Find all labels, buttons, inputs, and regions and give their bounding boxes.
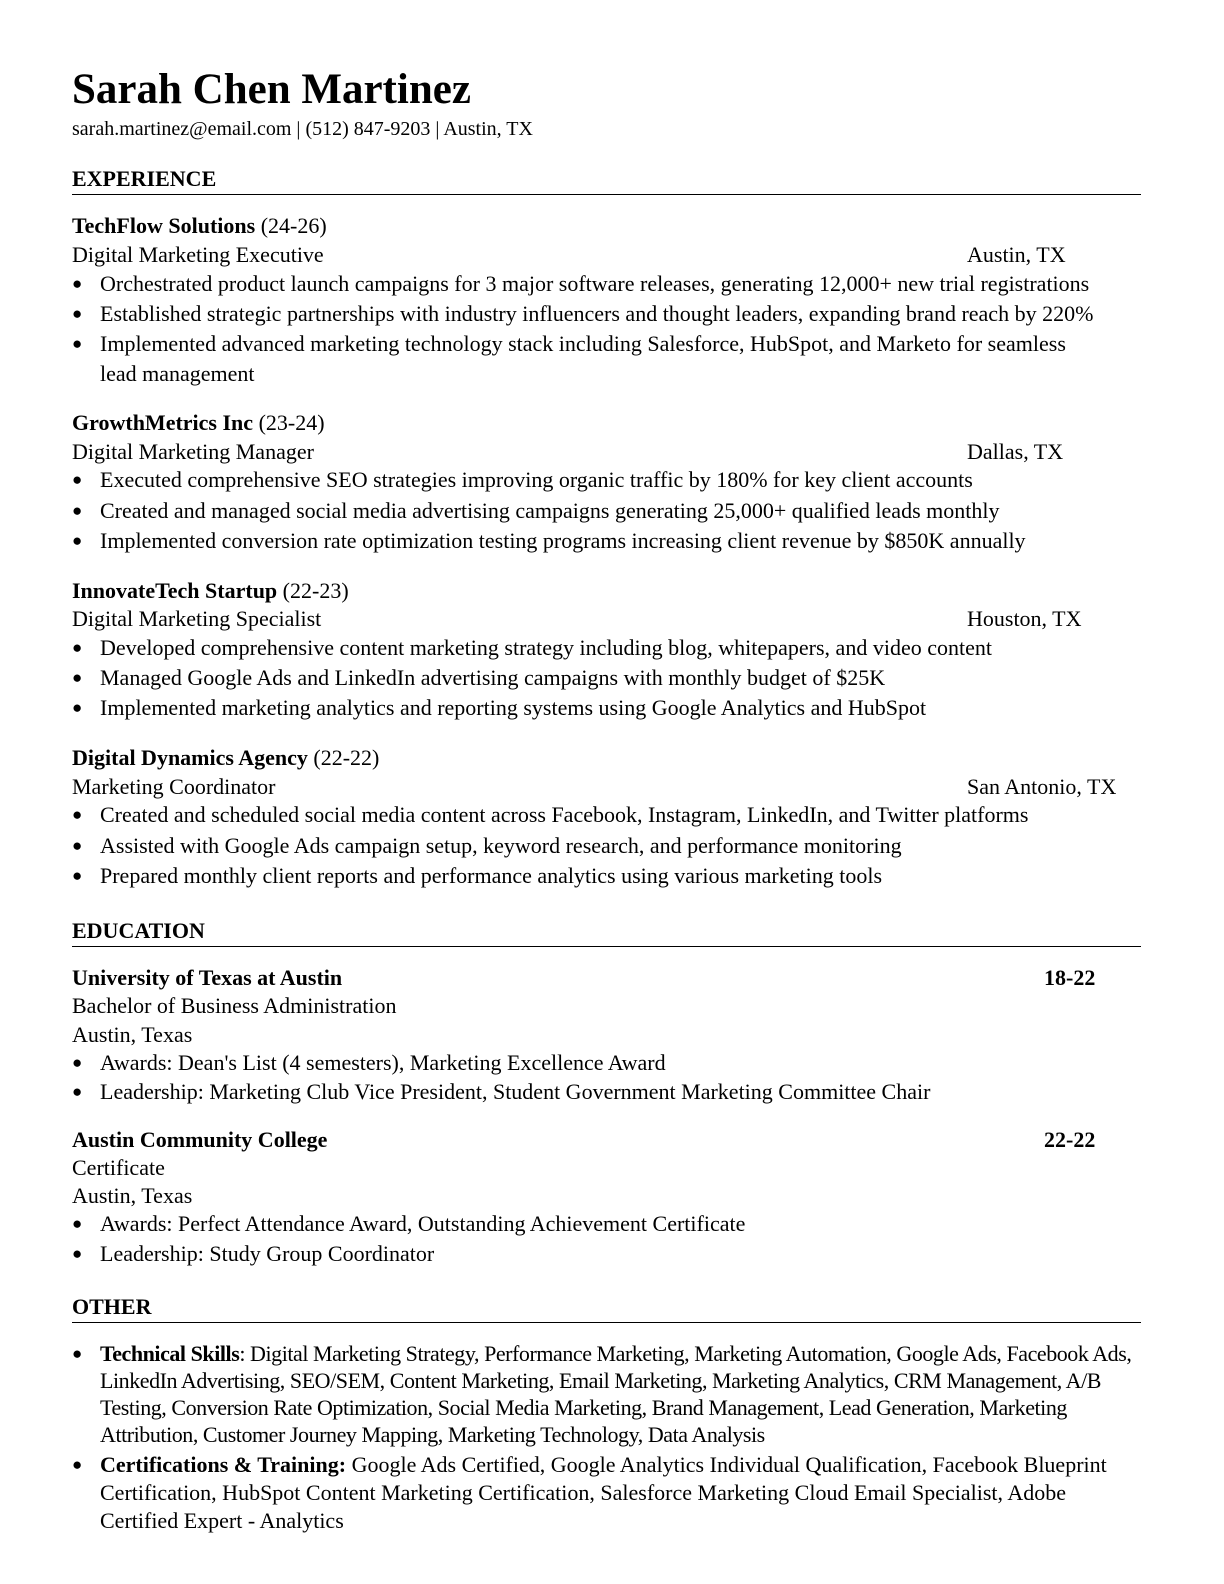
school-dates: 18-22 [1044, 965, 1096, 990]
bullet-icon: ● [72, 1455, 83, 1474]
company-name: GrowthMetrics Inc [72, 410, 254, 435]
list-item: ● Managed Google Ads and LinkedIn advertising campaigns with monthly budget of $25K [72, 665, 886, 690]
bullet-icon: ● [72, 805, 83, 824]
list-item: ● Orchestrated product launch campaigns for 3 major software releases, generating 12,000+ new trial registrations [72, 271, 1090, 296]
bullet-icon: ● [72, 668, 83, 687]
job-header [72, 744, 379, 772]
bullet-icon: ● [72, 836, 83, 855]
other-divider [72, 1322, 1141, 1323]
skills-label: Technical Skills [100, 1341, 240, 1366]
job-header [72, 212, 327, 240]
list-item: ● Created and managed social media advertising campaigns generating 25,000+ qualified leads monthly [72, 498, 1000, 523]
job-location: San Antonio, TX [967, 774, 1117, 799]
education-heading: EDUCATION [72, 918, 205, 943]
certifications-text: Google Ads Certified, Google Analytics Individual Qualification, Facebook Blueprint Certification, HubSpot Content Marketing Certification, Salesforce Marketing Cloud Email Specialist, Adobe Certified Expert - Analytics [100, 1452, 1107, 1533]
school-dates: 22-22 [1044, 1127, 1096, 1152]
job-header [72, 577, 349, 605]
job-role: Digital Marketing Executive [72, 242, 324, 267]
education-divider [72, 946, 1141, 947]
bullet-icon: ● [72, 1214, 83, 1233]
skills-item [72, 1340, 1141, 1448]
job-dates: (24-26) [260, 213, 327, 238]
job-location: Dallas, TX [967, 439, 1064, 464]
experience-heading: EXPERIENCE [72, 166, 217, 191]
list-item: ● Prepared monthly client reports and performance analytics using various marketing tools [72, 863, 882, 888]
school-name: University of Texas at Austin [72, 965, 343, 990]
bullet-icon: ● [72, 470, 83, 489]
job-role: Marketing Coordinator [72, 774, 276, 799]
job-role: Digital Marketing Specialist [72, 606, 322, 631]
list-item: ● Executed comprehensive SEO strategies improving organic traffic by 180% for key client accounts [72, 467, 973, 492]
list-item: ● Established strategic partnerships with industry influencers and thought leaders, expanding brand reach by 220% [72, 301, 1094, 326]
bullet-icon: ● [72, 334, 83, 353]
experience-divider [72, 194, 1141, 195]
contact-line: sarah.martinez@email.com | (512) 847-9203 | Austin, TX [72, 118, 533, 140]
job-dates: (22-22) [313, 745, 380, 770]
degree: Certificate [72, 1155, 165, 1180]
company-name: InnovateTech Startup [72, 578, 278, 603]
list-item: ● Implemented advanced marketing technology stack including Salesforce, HubSpot, and Marketo for seamless [72, 331, 1066, 356]
list-item: ● Developed comprehensive content marketing strategy including blog, whitepapers, and video content [72, 635, 992, 660]
job-location: Houston, TX [967, 606, 1082, 631]
other-heading: OTHER [72, 1294, 152, 1319]
certifications-item [72, 1451, 1141, 1535]
job-dates: (22-23) [282, 578, 349, 603]
job-role: Digital Marketing Manager [72, 439, 314, 464]
company-name: TechFlow Solutions [72, 213, 256, 238]
list-item: ● Created and scheduled social media content across Facebook, Instagram, LinkedIn, and Twitter platforms [72, 802, 1029, 827]
bullet-icon: ● [72, 531, 83, 550]
list-item: ● Awards: Dean's List (4 semesters), Marketing Excellence Award [72, 1050, 666, 1075]
job-header [72, 409, 325, 437]
bullet-icon: ● [72, 1082, 83, 1101]
bullet-icon: ● [72, 866, 83, 885]
list-item: ● Leadership: Marketing Club Vice President, Student Government Marketing Committee Chair [72, 1079, 931, 1104]
candidate-name: Sarah Chen Martinez [72, 66, 471, 113]
bullet-icon: ● [72, 501, 83, 520]
certifications-label: Certifications & Training: [100, 1452, 347, 1477]
list-item-continuation: lead management [100, 361, 255, 386]
school-location: Austin, Texas [72, 1022, 193, 1047]
list-item: ● Implemented marketing analytics and reporting systems using Google Analytics and HubSpot [72, 695, 927, 720]
job-location: Austin, TX [967, 242, 1066, 267]
school-name: Austin Community College [72, 1127, 328, 1152]
list-item: ● Implemented conversion rate optimization testing programs increasing client revenue by $850K annually [72, 528, 1026, 553]
list-item: ● Awards: Perfect Attendance Award, Outstanding Achievement Certificate [72, 1211, 746, 1236]
company-name: Digital Dynamics Agency [72, 745, 308, 770]
job-dates: (23-24) [258, 410, 325, 435]
bullet-icon: ● [72, 1344, 83, 1363]
list-item: ● Assisted with Google Ads campaign setup, keyword research, and performance monitoring [72, 833, 902, 858]
school-location: Austin, Texas [72, 1183, 193, 1208]
skills-text: : Digital Marketing Strategy, Performance Marketing, Marketing Automation, Google Ads, Facebook Ads, LinkedIn Advertising, SEO/SEM, Content Marketing, Email Marketing, Marketing Analytics, CRM Management, A/B Testing, Conversion Rate Optimization, Social Media Marketing, Brand Management, Lead Generation, Marketing Attribution, Customer Journey Mapping, Marketing Technology, Data Analysis [100, 1341, 1132, 1447]
list-item: ● Leadership: Study Group Coordinator [72, 1241, 435, 1266]
bullet-icon: ● [72, 1053, 83, 1072]
degree: Bachelor of Business Administration [72, 993, 397, 1018]
bullet-icon: ● [72, 304, 83, 323]
bullet-icon: ● [72, 1244, 83, 1263]
bullet-icon: ● [72, 274, 83, 293]
bullet-icon: ● [72, 638, 83, 657]
bullet-icon: ● [72, 698, 83, 717]
